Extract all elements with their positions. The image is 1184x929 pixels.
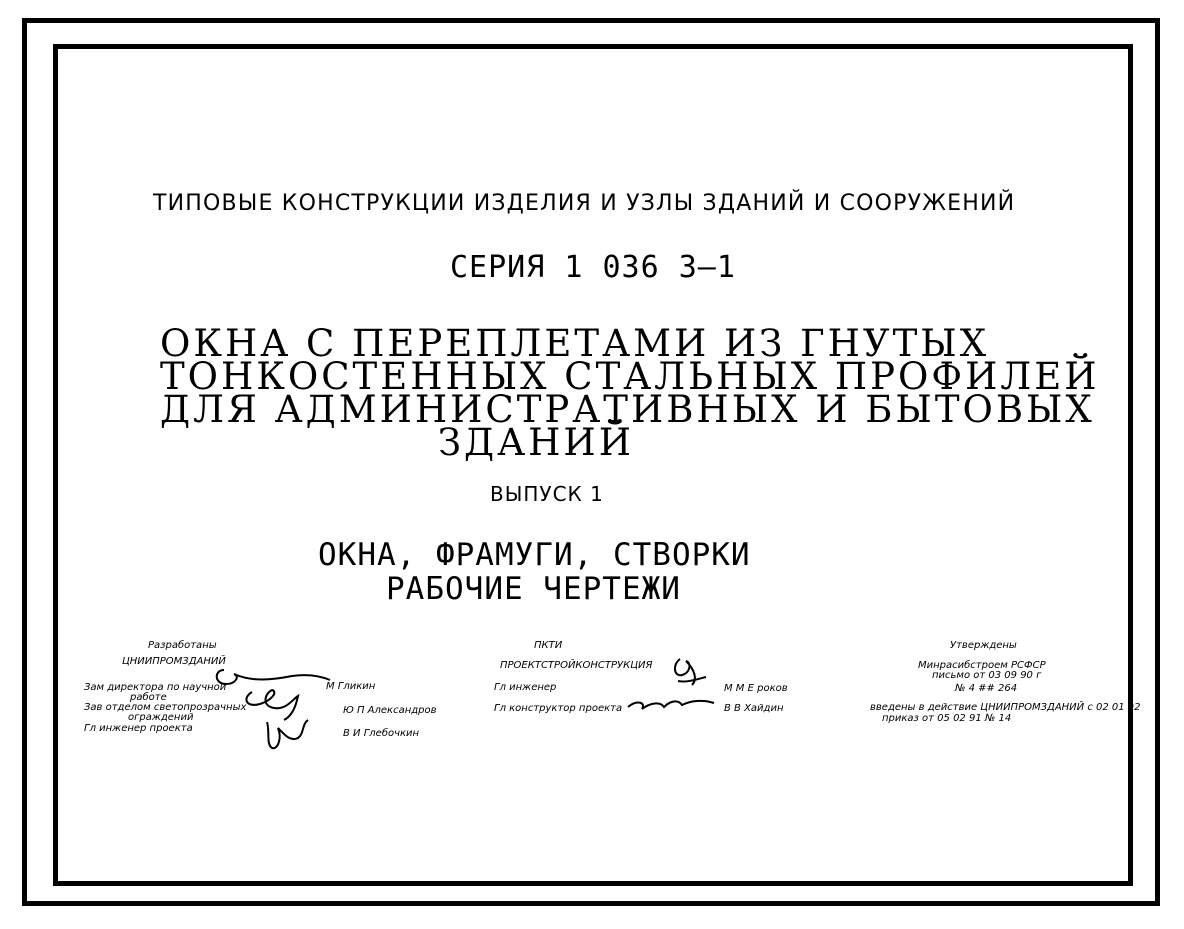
approved-number: № 4 ## 264 xyxy=(955,683,1018,694)
developed-org: ЦНИИПРОМЗДАНИЙ xyxy=(122,656,226,667)
main-title-line: ОКНА С ПЕРЕПЛЕТАМИ ИЗ ГНУТЫХ xyxy=(160,322,990,365)
pkti-org: ПРОЕКТСТРОЙКОНСТРУКЦИЯ xyxy=(500,660,653,671)
developed-heading: Разработаны xyxy=(148,640,217,651)
pkti-heading: ПКТИ xyxy=(534,640,563,651)
developed-name: В И Глебочкин xyxy=(343,728,420,739)
developed-role: Зам директора по научной xyxy=(84,682,227,693)
sub-title-line: РАБОЧИЕ ЧЕРТЕЖИ xyxy=(386,571,681,607)
developed-role: ограждений xyxy=(128,712,194,723)
signature-group-developed xyxy=(212,662,342,757)
main-title-line: ДЛЯ АДМИНИСТРАТИВНЫХ И БЫТОВЫХ xyxy=(160,388,1095,431)
approved-order: приказ от 05 02 91 № 14 xyxy=(882,713,1012,724)
pkti-role: Гл инженер xyxy=(494,682,557,693)
signature-group-pkti xyxy=(620,655,720,717)
series-heading: ТИПОВЫЕ КОНСТРУКЦИИ ИЗДЕЛИЯ И УЗЛЫ ЗДАНИЙ И СООРУЖЕНИЙ xyxy=(153,191,1016,216)
sub-title-line: ОКНА, ФРАМУГИ, СТВОРКИ xyxy=(318,537,751,573)
developed-role: Зав отделом светопрозрачных xyxy=(84,702,247,713)
pkti-name: В В Хайдин xyxy=(724,703,784,714)
inner-border xyxy=(53,44,1133,886)
developed-role: Гл инженер проекта xyxy=(84,723,193,734)
main-title-line: ЗДАНИЙ xyxy=(438,421,634,464)
approved-enacted: введены в действие ЦНИИПРОМЗДАНИЙ с 02 01 92 xyxy=(870,702,1141,713)
developed-role: работе xyxy=(130,692,167,703)
main-title xyxy=(160,322,1100,464)
approved-letter: письмо от 03 09 90 г xyxy=(932,670,1042,681)
developed-name: Ю П Александров xyxy=(343,705,437,716)
pkti-role: Гл конструктор проекта xyxy=(494,703,623,714)
sub-title xyxy=(318,538,751,606)
approved-org: Минрасибстроем РСФСР xyxy=(918,660,1046,671)
series-number: СЕРИЯ 1 036 3–1 xyxy=(450,250,736,285)
main-title-line: ТОНКОСТЕННЫХ СТАЛЬНЫХ ПРОФИЛЕЙ xyxy=(160,355,1100,398)
developed-name: М Гликин xyxy=(326,681,376,692)
issue-number: ВЫПУСК 1 xyxy=(490,482,604,506)
approved-heading: Утверждены xyxy=(950,640,1017,651)
pkti-name: М М Е роков xyxy=(724,683,788,694)
